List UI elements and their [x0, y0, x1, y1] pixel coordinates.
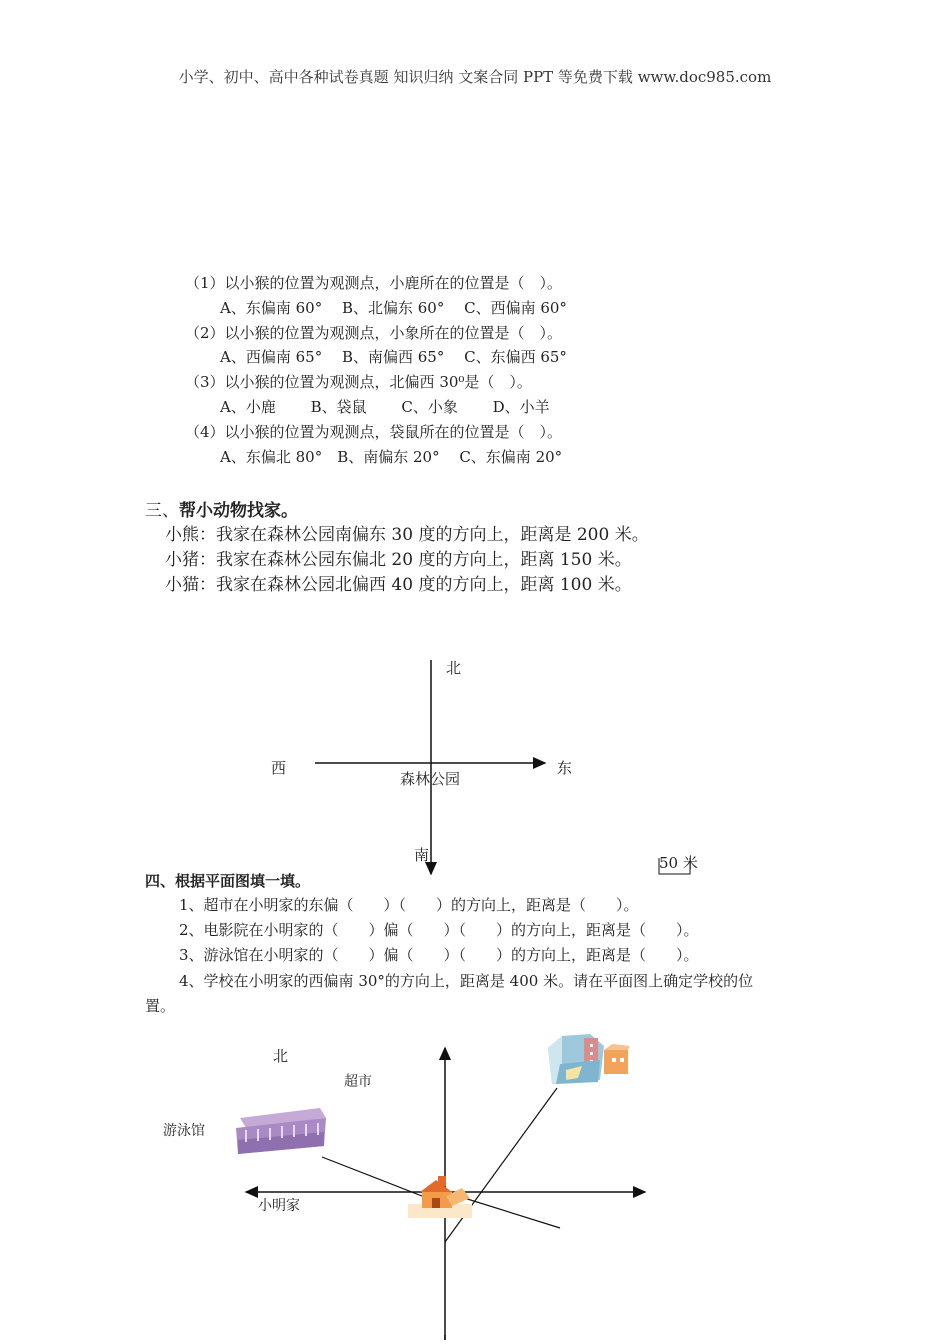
part4-item-3: 3、游泳馆在小明家的（ ）偏（ ）（ ）的方向上，距离是（ ）。 — [179, 946, 699, 964]
scale-label: 50 米 — [659, 854, 698, 872]
bear-line: 小熊：我家在森林公园南偏东 30 度的方向上，距离是 200 米。 — [165, 525, 649, 545]
question-2: （2）以小猴的位置为观测点，小象所在的位置是（ ）。 — [185, 324, 563, 342]
question-4-options: A、东偏北 80° B、南偏东 20° C、东偏南 20° — [220, 448, 563, 466]
cinema-line — [445, 1088, 557, 1242]
section-3-title: 帮小动物找家。 — [179, 501, 298, 521]
question-4: （4）以小猴的位置为观测点，袋鼠所在的位置是（ ）。 — [185, 423, 563, 441]
cinema-building-icon — [548, 1034, 630, 1084]
map-north-label: 北 — [273, 1047, 289, 1065]
question-2-options: A、西偏南 65° B、南偏西 65° C、东偏西 65° — [220, 348, 567, 366]
section-4-title: 四、根据平面图填一填。 — [145, 872, 311, 890]
supermarket-label: 超市 — [344, 1074, 372, 1090]
question-3: （3）以小猴的位置为观测点，北偏西 30⁰是（ ）。 — [185, 373, 532, 391]
part4-item-4-cont: 置。 — [145, 997, 176, 1015]
compass-south-label: 南 — [414, 846, 430, 864]
part4-item-1: 1、超市在小明家的东偏（ ）（ ）的方向上，距离是（ ）。 — [179, 896, 639, 914]
part4-item-2: 2、电影院在小明家的（ ）偏（ ）（ ）的方向上，距离是（ ）。 — [179, 921, 699, 939]
home-building-icon — [408, 1176, 472, 1218]
pool-building-icon — [236, 1108, 326, 1154]
part4-item-4: 4、学校在小明家的西偏南 30°的方向上，距离是 400 米。请在平面图上确定学校的位 — [179, 972, 754, 990]
section-3-number: 三、 — [145, 501, 179, 521]
question-3-options: A、小鹿 B、袋鼠 C、小象 D、小羊 — [220, 398, 550, 416]
compass-east-label: 东 — [557, 759, 573, 777]
question-1: （1）以小猴的位置为观测点，小鹿所在的位置是（ ）。 — [185, 274, 563, 292]
page-header: 小学、初中、高中各种试卷真题 知识归纳 文案合同 PPT 等免费下载 www.doc985.com — [178, 68, 772, 86]
question-1-options: A、东偏南 60° B、北偏东 60° C、西偏南 60° — [220, 299, 567, 317]
home-label: 小明家 — [258, 1198, 300, 1214]
compass-west-label: 西 — [271, 759, 287, 777]
pool-label: 游泳馆 — [163, 1123, 205, 1139]
compass-north-label: 北 — [446, 659, 462, 677]
cat-line: 小猫：我家在森林公园北偏西 40 度的方向上，距离 100 米。 — [165, 575, 632, 595]
forest-park-label: 森林公园 — [400, 770, 461, 788]
pig-line: 小猪：我家在森林公园东偏北 20 度的方向上，距离 150 米。 — [165, 550, 632, 570]
